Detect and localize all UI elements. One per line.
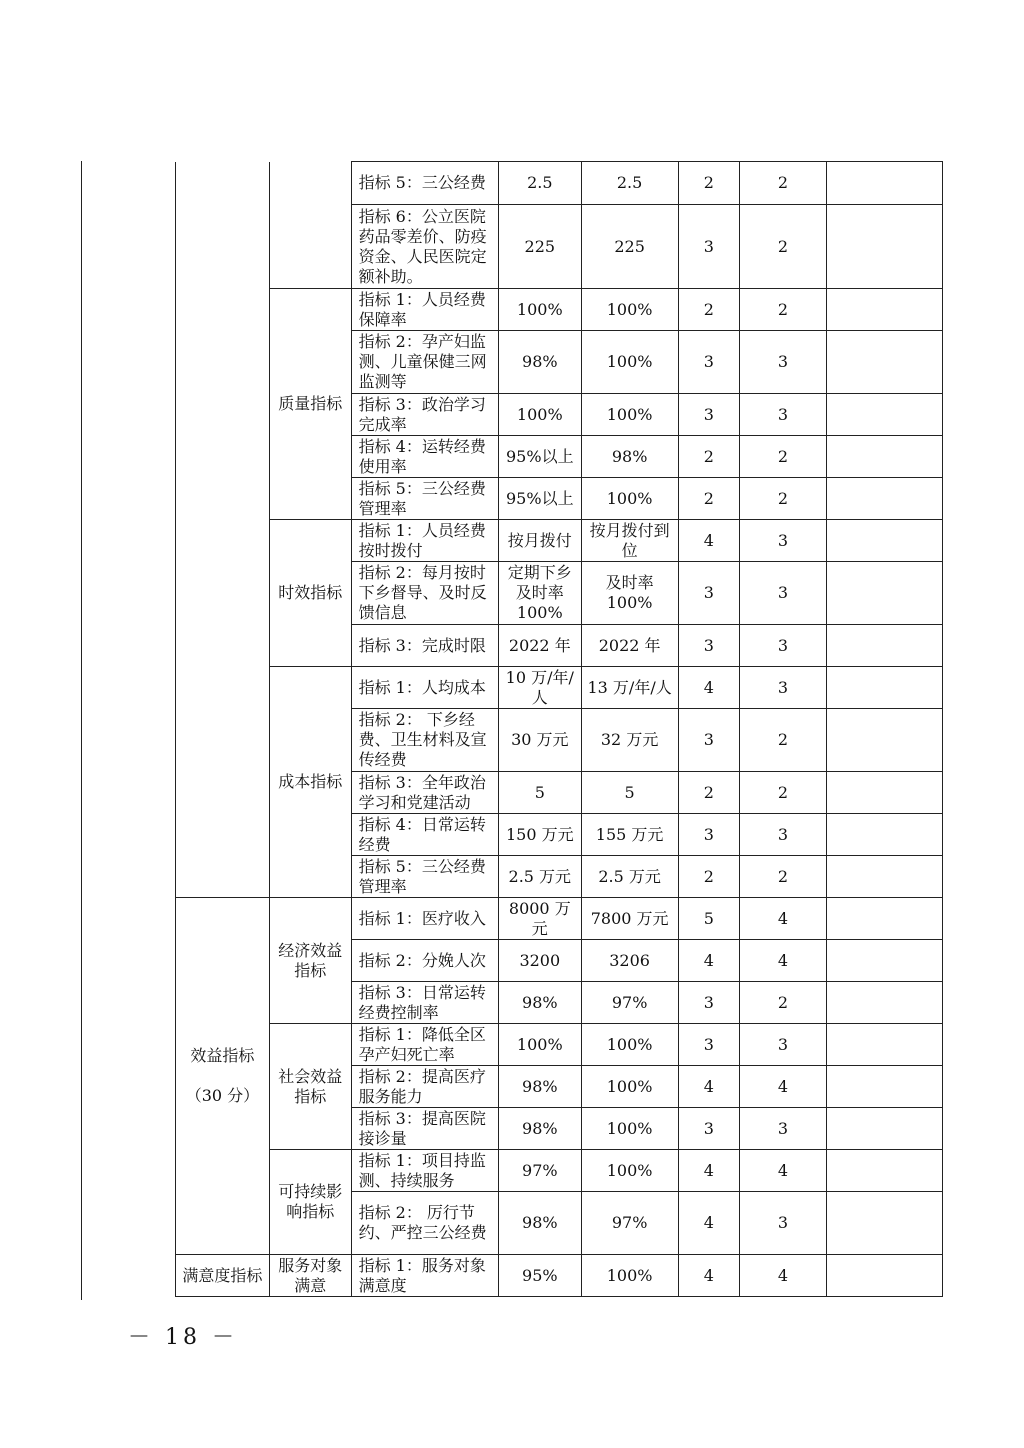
table-row	[176, 667, 943, 709]
weight-cell: 3	[678, 982, 740, 1024]
actual-cell: 100%	[581, 394, 678, 436]
category-economic: 经济效益指标	[269, 898, 351, 1024]
score-cell: 3	[740, 520, 827, 562]
score-cell: 4	[740, 1255, 827, 1297]
note-cell	[826, 898, 942, 940]
actual-cell: 100%	[581, 331, 678, 394]
score-cell: 4	[740, 1150, 827, 1192]
score-cell: 2	[740, 982, 827, 1024]
score-cell: 3	[740, 394, 827, 436]
indicator-cell: 指标 1：人员经费按时拨付	[351, 520, 498, 562]
actual-cell: 及时率 100%	[581, 562, 678, 625]
note-cell	[826, 940, 942, 982]
score-cell: 4	[740, 940, 827, 982]
indicator-cell: 指标 4：日常运转经费	[351, 814, 498, 856]
weight-cell: 4	[678, 1192, 740, 1255]
actual-cell: 100%	[581, 1108, 678, 1150]
actual-cell: 155 万元	[581, 814, 678, 856]
target-cell: 95%以上	[498, 436, 581, 478]
indicator-cell: 指标 1：项目持监测、持续服务	[351, 1150, 498, 1192]
section-satisfaction: 满意度指标	[176, 1255, 270, 1297]
category-cell-empty	[269, 162, 351, 289]
weight-cell: 3	[678, 1108, 740, 1150]
target-cell: 2.5	[498, 162, 581, 205]
indicator-cell: 指标 1：服务对象满意度	[351, 1255, 498, 1297]
table-row	[176, 1150, 943, 1192]
indicator-cell: 指标 2：提高医疗服务能力	[351, 1066, 498, 1108]
weight-cell: 3	[678, 394, 740, 436]
target-cell: 100%	[498, 289, 581, 331]
category-timeliness: 时效指标	[269, 520, 351, 667]
weight-cell: 2	[678, 162, 740, 205]
note-cell	[826, 562, 942, 625]
weight-cell: 3	[678, 709, 740, 772]
actual-cell: 100%	[581, 289, 678, 331]
note-cell	[826, 1108, 942, 1150]
weight-cell: 2	[678, 772, 740, 814]
target-cell: 按月拨付	[498, 520, 581, 562]
score-cell: 4	[740, 898, 827, 940]
note-cell	[826, 1024, 942, 1066]
indicator-cell: 指标 1：人员经费保障率	[351, 289, 498, 331]
score-cell: 4	[740, 1066, 827, 1108]
target-cell: 150 万元	[498, 814, 581, 856]
table-row	[176, 289, 943, 331]
table-row	[176, 520, 943, 562]
target-cell: 225	[498, 205, 581, 289]
actual-cell: 7800 万元	[581, 898, 678, 940]
weight-cell: 4	[678, 520, 740, 562]
note-cell	[826, 331, 942, 394]
target-cell: 98%	[498, 982, 581, 1024]
target-cell: 100%	[498, 1024, 581, 1066]
category-social: 社会效益指标	[269, 1024, 351, 1150]
actual-cell: 2.5	[581, 162, 678, 205]
actual-cell: 32 万元	[581, 709, 678, 772]
section-cell-empty	[176, 162, 270, 898]
indicator-cell: 指标 3：完成时限	[351, 625, 498, 667]
section-benefit-title: 效益指标	[190, 1046, 255, 1065]
weight-cell: 4	[678, 1150, 740, 1192]
indicator-cell: 指标 5：三公经费	[351, 162, 498, 205]
note-cell	[826, 1192, 942, 1255]
target-cell: 2022 年	[498, 625, 581, 667]
weight-cell: 3	[678, 205, 740, 289]
note-cell	[826, 436, 942, 478]
actual-cell: 按月拨付到位	[581, 520, 678, 562]
weight-cell: 5	[678, 898, 740, 940]
target-cell: 98%	[498, 1192, 581, 1255]
weight-cell: 3	[678, 562, 740, 625]
table-row	[176, 1255, 943, 1297]
note-cell	[826, 520, 942, 562]
note-cell	[826, 667, 942, 709]
target-cell: 95%	[498, 1255, 581, 1297]
category-sustainable: 可持续影响指标	[269, 1150, 351, 1255]
weight-cell: 4	[678, 940, 740, 982]
note-cell	[826, 1066, 942, 1108]
actual-cell: 225	[581, 205, 678, 289]
indicator-cell: 指标 2：每月按时下乡督导、及时反馈信息	[351, 562, 498, 625]
target-cell: 2.5 万元	[498, 856, 581, 898]
weight-cell: 2	[678, 478, 740, 520]
score-cell: 3	[740, 814, 827, 856]
target-cell: 98%	[498, 1108, 581, 1150]
indicator-cell: 指标 4：运转经费使用率	[351, 436, 498, 478]
indicator-cell: 指标 2：孕产妇监测、儿童保健三网监测等	[351, 331, 498, 394]
indicator-cell: 指标 2： 下乡经费、卫生材料及宣传经费	[351, 709, 498, 772]
score-cell: 2	[740, 205, 827, 289]
target-cell: 98%	[498, 331, 581, 394]
score-cell: 2	[740, 772, 827, 814]
category-service: 服务对象满意	[269, 1255, 351, 1297]
note-cell	[826, 1150, 942, 1192]
note-cell	[826, 982, 942, 1024]
indicator-cell: 指标 6：公立医院药品零差价、防疫资金、人民医院定额补助。	[351, 205, 498, 289]
note-cell	[826, 814, 942, 856]
note-cell	[826, 478, 942, 520]
section-benefit-score: （30 分）	[185, 1086, 260, 1105]
note-cell	[826, 394, 942, 436]
actual-cell: 2.5 万元	[581, 856, 678, 898]
target-cell: 5	[498, 772, 581, 814]
actual-cell: 100%	[581, 1024, 678, 1066]
actual-cell: 13 万/年/人	[581, 667, 678, 709]
weight-cell: 3	[678, 814, 740, 856]
score-cell: 2	[740, 289, 827, 331]
target-cell: 8000 万元	[498, 898, 581, 940]
table-row	[176, 898, 943, 940]
actual-cell: 100%	[581, 1255, 678, 1297]
score-cell: 3	[740, 1192, 827, 1255]
weight-cell: 2	[678, 436, 740, 478]
left-outer-border	[81, 161, 82, 1300]
score-cell: 3	[740, 331, 827, 394]
target-cell: 98%	[498, 1066, 581, 1108]
weight-cell: 3	[678, 625, 740, 667]
actual-cell: 100%	[581, 1066, 678, 1108]
weight-cell: 3	[678, 331, 740, 394]
target-cell: 30 万元	[498, 709, 581, 772]
target-cell: 97%	[498, 1150, 581, 1192]
note-cell	[826, 162, 942, 205]
score-cell: 2	[740, 709, 827, 772]
weight-cell: 4	[678, 667, 740, 709]
indicator-cell: 指标 5：三公经费管理率	[351, 478, 498, 520]
actual-cell: 2022 年	[581, 625, 678, 667]
note-cell	[826, 772, 942, 814]
target-cell: 定期下乡及时率 100%	[498, 562, 581, 625]
indicator-cell: 指标 3：日常运转经费控制率	[351, 982, 498, 1024]
table-row	[176, 1024, 943, 1066]
indicator-cell: 指标 3：政治学习完成率	[351, 394, 498, 436]
score-cell: 3	[740, 667, 827, 709]
weight-cell: 4	[678, 1255, 740, 1297]
indicator-cell: 指标 2： 厉行节约、严控三公经费	[351, 1192, 498, 1255]
actual-cell: 97%	[581, 1192, 678, 1255]
target-cell: 95%以上	[498, 478, 581, 520]
section-benefit	[176, 898, 270, 1255]
indicator-cell: 指标 3：提高医院接诊量	[351, 1108, 498, 1150]
score-cell: 3	[740, 1108, 827, 1150]
note-cell	[826, 625, 942, 667]
performance-indicator-table	[175, 161, 943, 1297]
weight-cell: 2	[678, 289, 740, 331]
note-cell	[826, 205, 942, 289]
table-row	[176, 162, 943, 205]
weight-cell: 2	[678, 856, 740, 898]
indicator-cell: 指标 1：人均成本	[351, 667, 498, 709]
category-cost: 成本指标	[269, 667, 351, 898]
actual-cell: 97%	[581, 982, 678, 1024]
note-cell	[826, 289, 942, 331]
actual-cell: 98%	[581, 436, 678, 478]
indicator-cell: 指标 1：降低全区孕产妇死亡率	[351, 1024, 498, 1066]
target-cell: 3200	[498, 940, 581, 982]
score-cell: 2	[740, 856, 827, 898]
weight-cell: 4	[678, 1066, 740, 1108]
score-cell: 2	[740, 478, 827, 520]
target-cell: 100%	[498, 394, 581, 436]
score-cell: 2	[740, 436, 827, 478]
indicator-cell: 指标 3：全年政治学习和党建活动	[351, 772, 498, 814]
score-cell: 3	[740, 562, 827, 625]
indicator-cell: 指标 2：分娩人次	[351, 940, 498, 982]
weight-cell: 3	[678, 1024, 740, 1066]
note-cell	[826, 1255, 942, 1297]
score-cell: 2	[740, 162, 827, 205]
page-number: － 18 －	[128, 1325, 238, 1350]
indicator-cell: 指标 5：三公经费管理率	[351, 856, 498, 898]
score-cell: 3	[740, 625, 827, 667]
note-cell	[826, 856, 942, 898]
actual-cell: 5	[581, 772, 678, 814]
score-cell: 3	[740, 1024, 827, 1066]
indicator-cell: 指标 1：医疗收入	[351, 898, 498, 940]
category-quality: 质量指标	[269, 289, 351, 520]
note-cell	[826, 709, 942, 772]
actual-cell: 3206	[581, 940, 678, 982]
actual-cell: 100%	[581, 1150, 678, 1192]
target-cell: 10 万/年/人	[498, 667, 581, 709]
actual-cell: 100%	[581, 478, 678, 520]
